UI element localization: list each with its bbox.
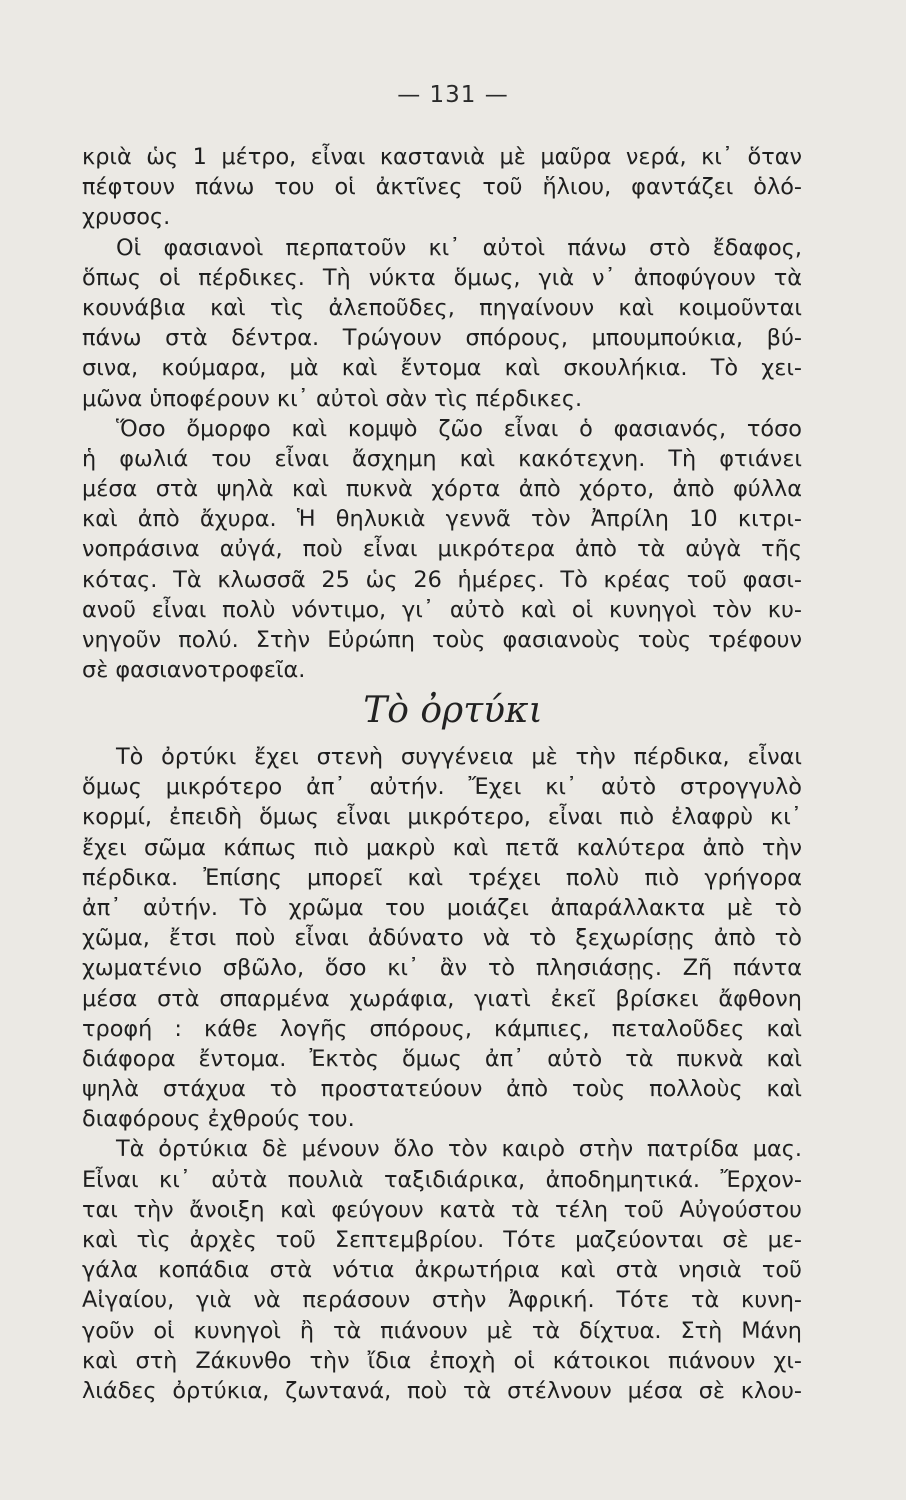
text-line: διάφορα ἔντομα. Ἐκτὸς ὅμως ἀπ᾿ αὐτὸ τὰ πυκνὰ καὶ	[82, 1045, 802, 1072]
text-line: κουνάβια καὶ τὶς ἀλεποῦδες, πηγαίνουν καὶ κοιμοῦνται	[82, 294, 802, 321]
text-line: χῶμα, ἔτσι ποὺ εἶναι ἀδύνατο νὰ τὸ ξεχωρίσῃς ἀπὸ τὸ	[82, 925, 802, 952]
text-line: χωματένιο σβῶλο, ὅσο κι᾿ ἂν τὸ πλησιάσῃς. Ζῆ πάντα	[82, 955, 802, 982]
text-line: σὲ φασιανοτροφεῖα.	[82, 657, 306, 684]
text-line: Οἱ φασιανοὶ περπατοῦν κι᾿ αὐτοὶ πάνω στὸ ἔδαφος,	[116, 234, 802, 261]
text-line: μῶνα ὑποφέρουν κι᾿ αὐτοὶ σὰν τὶς πέρδικες.	[82, 385, 583, 412]
text-line: Ὅσο ὄμορφο καὶ κομψὸ ζῶο εἶναι ὁ φασιανός, τόσο	[116, 415, 802, 442]
text-line: νοπράσινα αὐγά, ποὺ εἶναι μικρότερα ἀπὸ τὰ αὐγὰ τῆς	[82, 536, 802, 563]
text-line: καὶ τὶς ἀρχὲς τοῦ Σεπτεμβρίου. Τότε μαζεύονται σὲ με-	[82, 1227, 802, 1253]
text-line: Αἰγαίου, γιὰ νὰ περάσουν στὴν Ἀφρική. Τότε τὰ κυνη-	[82, 1287, 802, 1314]
text-line: χρυσος.	[82, 204, 171, 231]
text-line: Εἶναι κι᾿ αὐτὰ πουλιὰ ταξιδιάρικα, ἀποδημητικά. Ἔρχον-	[82, 1166, 802, 1193]
text-line: καὶ στὴ Ζάκυνθο τὴν ἴδια ἐποχὴ οἱ κάτοικοι πιάνουν χι-	[82, 1347, 802, 1374]
text-line: ἀπ᾿ αὐτήν. Τὸ χρῶμα του μοιάζει ἀπαράλλακτα μὲ τὸ	[82, 894, 802, 921]
text-line: ἡ φωλιά του εἶναι ἄσχημη καὶ κακότεχνη. Τὴ φτιάνει	[82, 445, 802, 472]
pheasant-text-block	[82, 142, 802, 685]
text-line: καὶ ἀπὸ ἄχυρα. Ἡ θηλυκιὰ γεννᾶ τὸν Ἀπρίλη 10 κιτρι-	[82, 506, 802, 533]
text-line: μέσα στὰ σπαρμένα χωράφια, γιατὶ ἐκεῖ βρίσκει ἄφθονη	[82, 985, 802, 1012]
text-line: ται τὴν ἄνοιξη καὶ φεύγουν κατὰ τὰ τέλη τοῦ Αὐγούστου	[82, 1196, 802, 1223]
text-line: ἔχει σῶμα κάπως πιὸ μακρὺ καὶ πετᾶ καλύτερα ἀπὸ τὴν	[82, 834, 802, 861]
text-line: κότας. Τὰ κλωσσᾶ 25 ὡς 26 ἡμέρες. Τὸ κρέας τοῦ φασι-	[82, 566, 802, 593]
text-line: νηγοῦν πολύ. Στὴν Εὐρώπη τοὺς φασιανοὺς τοὺς τρέφουν	[82, 627, 802, 653]
text-line: πέρδικα. Ἐπίσης μπορεῖ καὶ τρέχει πολὺ πιὸ γρήγορα	[82, 864, 802, 891]
text-line: κορμί, ἐπειδὴ ὅμως εἶναι μικρότερο, εἶναι πιὸ ἐλαφρὺ κι᾿	[82, 804, 802, 831]
text-line: πέφτουν πάνω του οἱ ἀκτῖνες τοῦ ἥλιου, φαντάζει ὁλό-	[82, 174, 802, 201]
text-line: λιάδες ὀρτύκια, ζωντανά, ποὺ τὰ στέλνουν μέσα σὲ κλου-	[82, 1377, 802, 1404]
section-title: Τὸ ὀρτύκι	[363, 690, 543, 731]
page-number: — 131 —	[397, 82, 509, 108]
text-line: μέσα στὰ ψηλὰ καὶ πυκνὰ χόρτα ἀπὸ χόρτο, ἀπὸ φύλλα	[82, 476, 802, 503]
text-line: Τὰ ὀρτύκια δὲ μένουν ὅλο τὸν καιρὸ στὴν πατρίδα μας.	[116, 1136, 802, 1163]
text-line: τροφή : κάθε λογῆς σπόρους, κάμπιες, πεταλοῦδες καὶ	[82, 1015, 802, 1042]
text-line: πάνω στὰ δέντρα. Τρώγουν σπόρους, μπουμπούκια, βύ-	[82, 325, 802, 352]
text-line: ὅμως μικρότερο ἀπ᾿ αὐτήν. Ἔχει κι᾿ αὐτὸ στρογγυλὸ	[82, 774, 802, 801]
text-line: σινα, κούμαρα, μὰ καὶ ἔντομα καὶ σκουλήκια. Τὸ χει-	[82, 355, 802, 382]
quail-text-block	[82, 742, 802, 1406]
text-line: διαφόρους ἐχθρούς του.	[82, 1106, 355, 1133]
text-line: Τὸ ὀρτύκι ἔχει στενὴ συγγένεια μὲ τὴν πέρδικα, εἶναι	[116, 744, 802, 770]
text-line: ψηλὰ στάχυα τὸ προστατεύουν ἀπὸ τοὺς πολλοὺς καὶ	[82, 1076, 802, 1103]
text-line: γάλα κοπάδια στὰ νότια ἀκρωτήρια καὶ στὰ νησιὰ τοῦ	[82, 1257, 802, 1284]
text-line: κριὰ ὡς 1 μέτρο, εἶναι καστανιὰ μὲ μαῦρα νερά, κι᾿ ὅταν	[82, 144, 802, 170]
text-line: γοῦν οἱ κυνηγοὶ ἢ τὰ πιάνουν μὲ τὰ δίχτυα. Στὴ Μάνη	[82, 1317, 802, 1344]
text-line: ὅπως οἱ πέρδικες. Τὴ νύκτα ὅμως, γιὰ ν᾿ ἀποφύγουν τὰ	[82, 264, 802, 291]
text-line: ανοῦ εἶναι πολὺ νόντιμο, γι᾿ αὐτὸ καὶ οἱ κυνηγοὶ τὸν κυ-	[82, 596, 802, 623]
